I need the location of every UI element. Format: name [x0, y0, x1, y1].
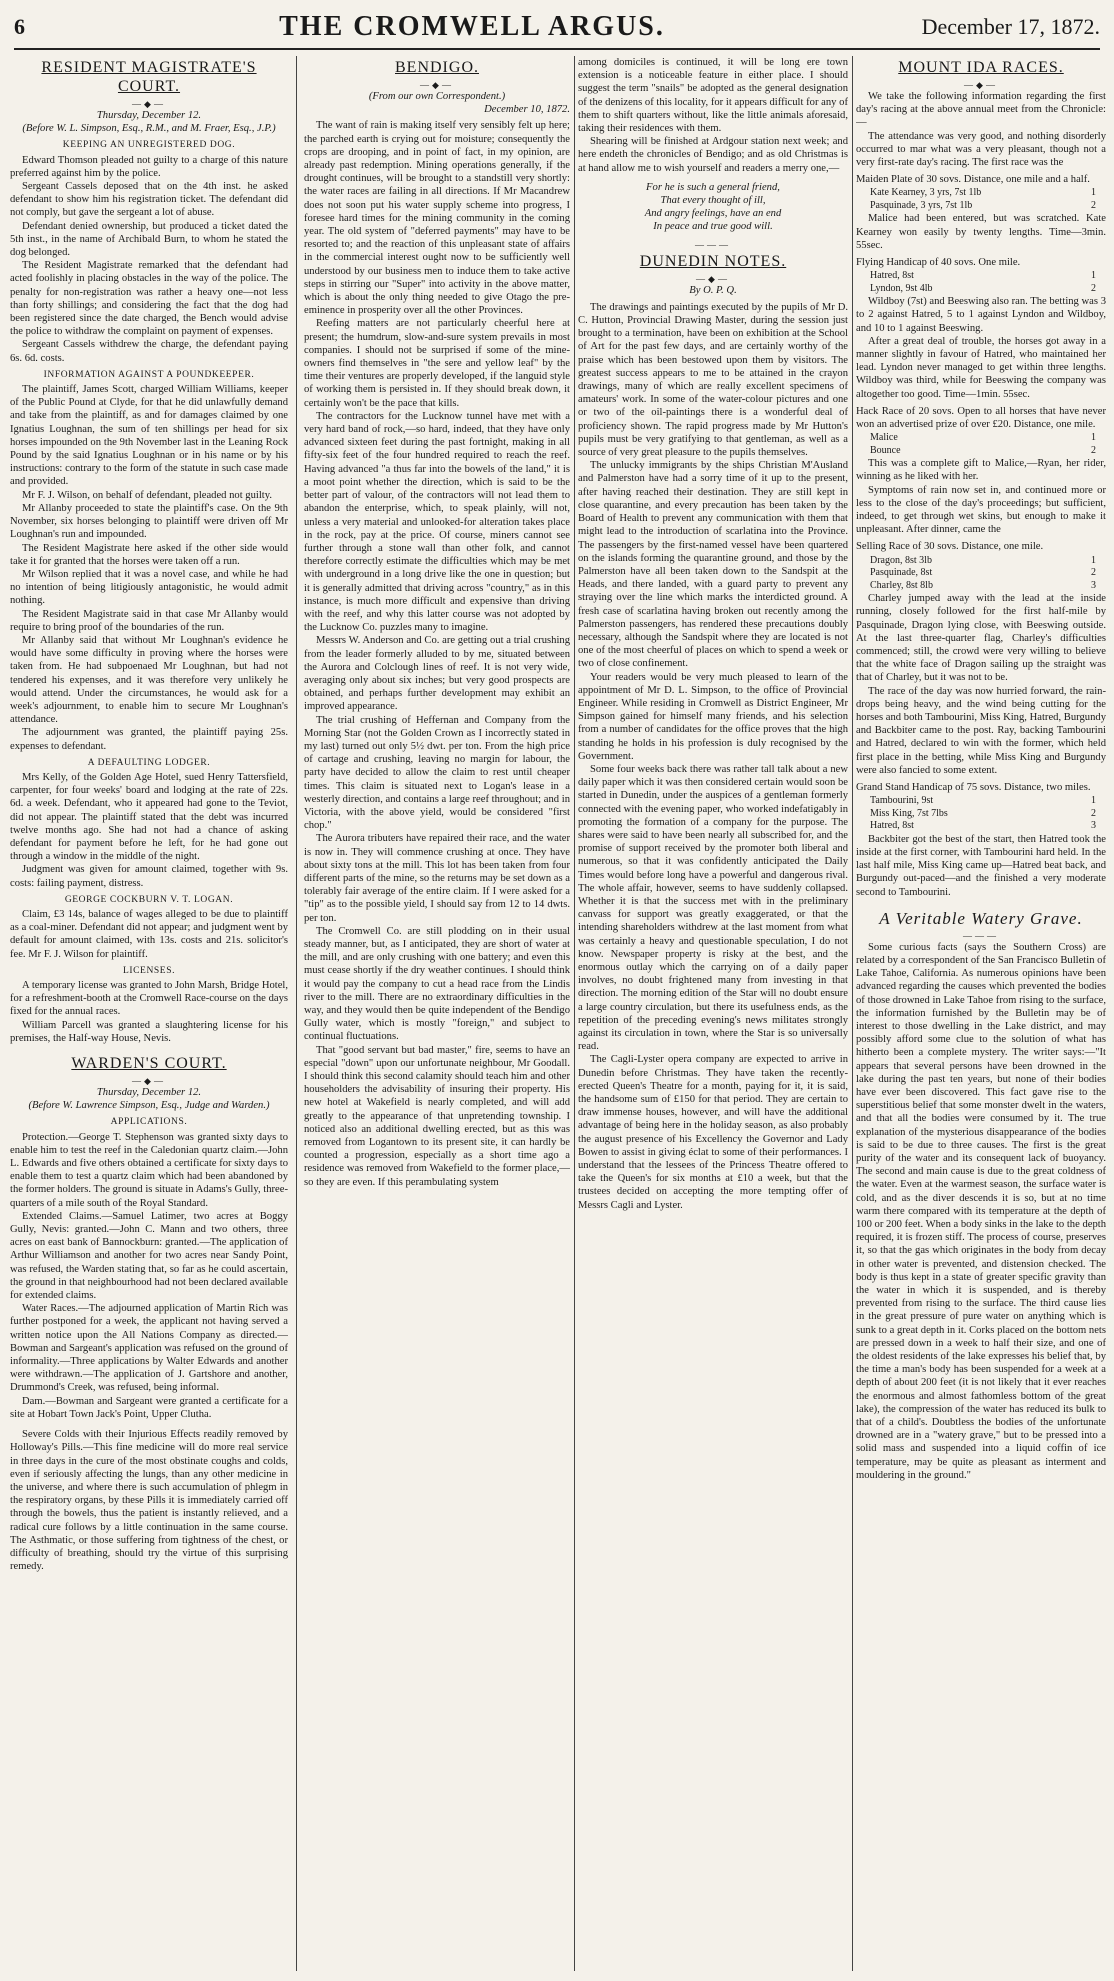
race-result: Hatred, 8st 3 — [870, 820, 1096, 832]
column-rule — [574, 56, 575, 1971]
ornament-divider: —◆— — [132, 99, 166, 109]
race-title: Flying Handicap of 40 sovs. One mile. — [856, 257, 1021, 269]
paragraph: Wildboy (7st) and Beeswing also ran. The betting was 3 to 2 against Hatred, 5 to 1 against Lyndon and Wildboy, and 10 to 1 against Beeswing. — [856, 296, 1106, 334]
paragraph: Sergeant Cassels withdrew the charge, the defendant paying 6s. 6d. costs. — [10, 339, 288, 364]
dateline: Thursday, December 12. — [96, 110, 202, 121]
paragraph: The contractors for the Lucknow tunnel have met with a very hard band of rock,—so hard, indeed, that they have only advanced sixteen feet during the past fortnight, making in all fifty-six feet of the four hundred required to reach the reef. Having advanced "a thus far into the bowels of the land," it is a moot point whether the direction, which is said to be the better part of valour, of the contractors will not lead them to abandon the enterprise, which, to speak plainly, will not, unless a very material and unlooked-for alteration takes place in the rock, pay at the price. Of course, miners cannot see further through a stone wall than other folk, and cannot therefore correctly estimate the difficulties which may be met with underground in a long drive like the one in question; but it is generally admitted that driving across "country," as in this instance, is much more difficult and expensive than driving with the reef, and why this latter course was not adopted by the Lucknow Co. puzzles many to imagine. — [304, 410, 570, 634]
paragraph: The Cromwell Co. are still plodding on in their usual steady manner, but, as I anticipated, they are short of water at the mill, and are only crushing with one battery; and even this must cease shortly if the dry weather continues. I should think it would pay the company to cut a head race from the Lindis river to the mill. There are no extraordinary difficulties in the way, and they would then be quite independent of the Bendigo Gully water, which is mostly "foreign," and subject to continual fluctuations. — [304, 925, 570, 1043]
verse-line: And angry feelings, have an end — [644, 208, 782, 220]
race-result: Lyndon, 9st 4lb 2 — [870, 282, 1096, 294]
race-result: Hatred, 8st 1 — [870, 270, 1096, 282]
paragraph: The Aurora tributers have repaired their race, and the water is now in. They will commence crushing at once. They have about sixty tons at the mill. This lot has been taken from four different parts of the mine, so the returns may be set down as a tolerably fair average of the entire claim. If I were asked for a "tip" as to the possible yield, I should say from 12 to 14 dwts. per ton. — [304, 833, 570, 924]
paragraph: The Resident Magistrate remarked that the defendant had acted foolishly in placing obstacles in the way of the police. The penalty for non-registration was rather a heavy one—not less than forty shillings; and considering the fact that the dog had been registered since the date charged, the Bench would advise the police to withdraw the complaint on payment of expenses. — [10, 260, 288, 338]
paragraph: This was a complete gift to Malice,—Ryan, her rider, winning as he liked with her. — [856, 458, 1106, 483]
race-result: Kate Kearney, 3 yrs, 7st 1lb 1 — [870, 187, 1096, 199]
paragraph: Shearing will be finished at Ardgour station next week; and here endeth the chronicles of Bendigo; and as old Christmas is at hand allow me to wish yourself and readers a merry one,— — [578, 136, 848, 174]
paragraph: The Resident Magistrate here asked if the other side would take it for granted that the horses were taken off a run. — [10, 542, 288, 567]
paragraph: Some four weeks back there was rather tall talk about a new daily paper which it was then considered certain would soon be started in Dunedin, under the auspices of a gentleman formerly connected with the evening paper, who worked indefatigably in promoting the formation of a company for the purpose. The shares were said to have been nearly all subscribed for, and the promise of support received by the promoter both liberal and numerous, so that it was confidently anticipated the Daily Times would before long have a powerful and dangerous rival. The whole affair, however, seems to have suddenly collapsed. Whether it is that the success met with in the preliminary canvass for support was greatly exaggerated, or that the intending shareholders withdrew at the last moment from what was certainly a heavy and questionable speculation, I do not know. Newspaper property is risky at the best, and the enormous outlay which the carrying on of a daily paper involves, no doubt frightened many from investing in that direction. The morning edition of the Star will no doubt ensure a large country circulation, but there its usefulness ends, as the repetition of the preceding evening's news militates strongly against its circulation in town, where the Star is so universally read. — [578, 763, 848, 1053]
paragraph: Symptoms of rain now set in, and continued more or less to the close of the day's proceedings; but sufficient, indeed, to get through wet skins, but enough to make it unpleasant. After dinner, came the — [856, 484, 1106, 536]
paragraph: Water Races.—The adjourned application of Martin Rich was further postponed for a week, the applicant not having served a written notice upon the All Nations Company as directed.—Bowman and Sargeant's application was refused on the ground of informality.—Three applications by Walter Edwards and another were withdrawn.—The application of J. Gartshore and another, Drummond's Creek, was refused, being informal. — [10, 1303, 288, 1394]
paragraph: Mrs Kelly, of the Golden Age Hotel, sued Henry Tattersfield, carpenter, for four weeks' board and lodging at the rate of 22s. 6d. a week. Defendant, who it appeared had gone to the Teviot, did not appear. The plaintiff stated that the debt was incurred twelve months ago. She had not had a chance of asking defendant for payment before he left, for he had gone out through a window in the middle of the night. — [10, 771, 288, 863]
advertisement: Severe Colds with their Injurious Effects readily removed by Holloway's Pills.—This fine medicine will do more real service in three days in the cure of the most obstinate coughs and colds, even if seriously affecting the lungs, than any other medicine in the universe, and where there is such accumulation of phlegm in the respiratory organs, by these Pills it is immediately carried off through the bowels, thus the patient is instantly relieved, and a radical cure follows by a little continuation in the same course. The Asthmatic, or those suffering from tightness of the chest, or difficulty of breathing, should try the virtue of this surprising remedy. — [10, 1429, 288, 1573]
subheading: INFORMATION AGAINST A POUNDKEEPER. — [43, 369, 255, 380]
paragraph: Edward Thomson pleaded not guilty to a charge of this nature preferred against him by the police. — [10, 154, 288, 179]
court-bench: (Before W. Lawrence Simpson, Esq., Judge and Warden.) — [28, 1100, 270, 1112]
paragraph: Reefing matters are not particularly cheerful here at present; the humdrum, slow-and-sure system prevails in most companies. I should not be surprised if some of the mine-owners find themselves in "the sere and yellow leaf" by the time their ventures are properly developed, if the languid style of working them is persisted in. If they should break down, it certainly won't be the pace that kills. — [304, 318, 570, 409]
paragraph: The attendance was very good, and nothing disorderly occurred to mar what was a very pleasant, though not a very first-rate day's racing. The first race was the — [856, 130, 1106, 169]
paragraph: Mr Allanby said that without Mr Loughnan's evidence he would have some difficulty in proving where the horses were taken from. He had subpoenaed Mr Loughnan, but had not tendered his expenses, and it was therefore very unlikely he would attend. Under the circumstances, he would ask for a week's adjournment, to enable him to secure Mr Loughnan's attendance. — [10, 634, 288, 726]
paragraph: Defendant denied ownership, but produced a ticket dated the 5th inst., in the name of Archibald Burn, to whom he stated the dog belonged. — [10, 220, 288, 259]
masthead — [14, 6, 1100, 50]
race-result: Bounce 2 — [870, 444, 1096, 456]
paragraph: The drawings and paintings executed by the pupils of Mr D. C. Hutton, Provincial Drawing Master, during the session just brought to a termination, have been on exhibition at the School of Art for the past few days, and are certainly worthy of the praise which has been bestowed upon them by visitors. The greatest success appears to me to be attained in the crayon drawings, many of which are really excellent specimens of amateurs' work. In some of the water-colour pictures and one or two of the oil-paintings there is a wonderful deal of proficiency shown. The rapid progress made by Mr Hutton's pupils must be very gratifying to that gentleman, as well as a source of very great pleasure to the pupils themselves. — [578, 301, 848, 459]
article-heading: RESIDENT MAGISTRATE'S COURT. — [41, 59, 257, 95]
byline: By O. P. Q. — [689, 284, 737, 296]
verse — [578, 181, 848, 234]
paragraph: The trial crushing of Heffernan and Company from the Morning Star (not the Golden Crown as I incorrectly stated in my last) turned out only 5½ dwt. per ton. From the high price of cartage and crushing, leaving no margin for labour, the party have decided to allow the claim to rest until cheaper times. This claim is situated next to Logan's lease in a westerly direction, and contains a large reef throughout; and in Victoria, with the above yield, would be considered "first chop." — [304, 714, 570, 832]
paragraph: The adjournment was granted, the plaintiff paying 25s. expenses to defendant. — [10, 727, 288, 752]
paragraph: The race of the day was now hurried forward, the rain-drops being heavy, and the wind being cutting for the horses and both Tambourini, Miss King, Hatred, Burgundy and Backbiter came to the post. Ray, backing Tambourini and Hatred, declared to win with the former, which held first place in the betting, while Miss King and Burgundy were also fancied to some extent. — [856, 685, 1106, 776]
issue-date: December 17, 1872. — [921, 14, 1100, 39]
paragraph: Your readers would be very much pleased to learn of the appointment of Mr D. L. Simpson, to the office of Provincial Engineer. While residing in Cromwell as District Engineer, Mr Simpson gained for himself many friends, and his selection from a number of candidates for the office proves that the high standing he holds in his profession is duly recognised by the Government. — [578, 671, 848, 762]
paragraph: Judgment was given for amount claimed, together with 9s. costs: failing payment, distress. — [10, 864, 288, 889]
dateline: December 10, 1872. — [484, 104, 570, 116]
subheading: A DEFAULTING LODGER. — [87, 757, 211, 768]
article-heading: WARDEN'S COURT. — [71, 1055, 227, 1073]
subheading: KEEPING AN UNREGISTERED DOG. — [62, 140, 236, 151]
article-heading: DUNEDIN NOTES. — [639, 252, 787, 270]
ornament-divider: —◆— — [132, 1076, 166, 1087]
ornament-divider: —◆— — [420, 80, 454, 90]
paragraph: Charley jumped away with the lead at the inside running, closely followed for the first half-mile by Pasquinade, Dragon lying close, with Beeswing outside. At the last three-quarter flag, Charley's difficulties commenced; still, the crowd were very willing to believe that the white face of Dragon sailing up the straight was that of Charley, but it was not to be. — [856, 593, 1106, 684]
race-title: Grand Stand Handicap of 75 sovs. Distance, two miles. — [856, 782, 1091, 794]
race-result: Dragon, 8st 3lb 1 — [870, 554, 1096, 566]
verse-line: That every thought of ill, — [660, 195, 766, 207]
article-heading: MOUNT IDA RACES. — [898, 59, 1064, 76]
race-result: Tambourini, 9st 1 — [870, 795, 1096, 807]
paragraph: Sergeant Cassels deposed that on the 4th inst. he asked defendant to show him his registration ticket. The defendant did not comply, but gave the sergeant a lot of abuse. — [10, 181, 288, 219]
subheading: APPLICATIONS. — [110, 1117, 188, 1128]
column-1 — [10, 56, 288, 1971]
column-rule — [852, 56, 853, 1971]
paragraph: William Parcell was granted a slaughtering license for his premises, the Half-way House, Nevis. — [10, 1019, 288, 1044]
race-title: Selling Race of 30 sovs. Distance, one mile. — [856, 541, 1044, 553]
paragraph: We take the following information regarding the first day's racing at the above annual meet from the Chronicle:— — [856, 91, 1106, 129]
race-result: Malice 1 — [870, 432, 1096, 444]
page-number: 6 — [14, 14, 25, 39]
paragraph: Mr Allanby proceeded to state the plaintiff's case. On the 9th November, six horses belonging to plaintiff were driven off Mr Loughnan's run and impounded. — [10, 502, 288, 541]
paragraph: Mr F. J. Wilson, on behalf of defendant, pleaded not guilty. — [22, 489, 272, 501]
paragraph: Backbiter got the best of the start, then Hatred took the inside at the first corner, with Tambourini hard held. In the last half mile, Miss King came up—Hatred beat back, and Burgundy out-paced—and the finished a very moderate second to Tambourini. — [856, 833, 1106, 898]
race-result: Charley, 8st 8lb 3 — [870, 579, 1096, 591]
race-result: Miss King, 7st 7lbs 2 — [870, 807, 1096, 819]
court-bench: (Before W. L. Simpson, Esq., R.M., and M. Fraer, Esq., J.P.) — [22, 123, 276, 135]
paragraph: Claim, £3 14s, balance of wages alleged to be due to plaintiff as a coal-miner. Defendant did not appear; and judgment went by default for amount claimed, with 13s. costs and 21s. solicitor's fee. Mr F. J. Wilson for plaintiff. — [10, 908, 288, 960]
column-2 — [304, 56, 570, 1971]
race-result: Pasquinade, 3 yrs, 7st 1lb 2 — [870, 199, 1096, 211]
ornament-divider: ——— — [695, 239, 731, 250]
article-heading: BENDIGO. — [395, 59, 479, 76]
ornament-divider: ——— — [963, 930, 999, 941]
newspaper-title: THE CROMWELL ARGUS. — [279, 11, 665, 42]
paragraph: A temporary license was granted to John Marsh, Bridge Hotel, for a refreshment-booth at the Cromwell Race-course on the days fixed for the annual races. — [10, 980, 288, 1018]
byline: (From our own Correspondent.) — [368, 91, 506, 102]
dateline: Thursday, December 12. — [96, 1087, 202, 1099]
paragraph: among domiciles is continued, it will be long ere town extension is a noticeable feature in either place. I should suggest the term "snails" be adopted as the general designation of the denizens of this locality, for it appears difficult for any of them to shift quarters without, like the little animals aforesaid, taking their residences with them. — [578, 57, 848, 135]
paragraph: Malice had been entered, but was scratched. Kate Kearney won easily by twenty lengths. Time—3min. 55sec. — [856, 213, 1106, 251]
paragraph: The Cagli-Lyster opera company are expected to arrive in Dunedin before Christmas. They have taken the recently-erected Queen's Theatre for a month, paying for it, it is said, the handsome sum of £150 for that period. They are certain to draw immense houses, however, and will have the additional advantage of being here in the holiday season, as also probably the august presence of his Excellency the Governor and Lady Bowen to assist in giving éclat to some of their performances. I understand that the lessees of the Princess Theatre offered to take the Queen's for six months at £10 a week, but that the trustees decided on accepting the more tempting offer of Messrs Cagli and Lyster. — [578, 1054, 848, 1211]
paragraph: The unlucky immigrants by the ships Christian M'Ausland and Palmerston have had a sorry time of it up to the present, after having reached their destination. They are still kept in close quarantine, and every precaution has been taken by the Board of Health to prevent any communication with them that might lead to the introduction of scarlatina into the Province. The passengers by the first-named vessel have been quartered on the islands forming the quarantine ground, and those by the Palmerston have all been taken down to the Sandspit at the Heads, and there landed, with a guard party to prevent any straying over the line which marks the interdicted ground. A fresh case of scarlatina having broken out recently among the Palmerston passengers, has rendered these precautions doubly necessary, although the Sandspit where they are located is not one of the most cheerful of places on which to spend a week or two of close confinement. — [578, 460, 848, 670]
paragraph: Dam.—Bowman and Sargeant were granted a certificate for a site at Hobart Town Jack's Point, Upper Clutha. — [10, 1395, 288, 1420]
column-rule — [296, 56, 297, 1971]
paragraph: The Resident Magistrate said in that case Mr Allanby would require to bring proof of the boundaries of the run. — [10, 608, 288, 633]
ornament-divider: —◆— — [964, 80, 998, 90]
subheading: GEORGE COCKBURN V. T. LOGAN. — [64, 894, 234, 905]
paragraph: The plaintiff, James Scott, charged William Williams, keeper of the Public Pound at Clyde, for that he did unlawfully demand and take from the plaintiff, as and for damages claimed by one Ignatius Loughnan, the sum of ten shillings per head for six horses impounded on the 9th November last in the Leaning Rock Pound by the said Ignatius Loughnan or in his name or by his instructions: contrary to the form of the statute in such case made and provided. — [10, 384, 288, 488]
paragraph: Protection.—George T. Stephenson was granted sixty days to enable him to test the reef in the Caledonian quartz claim.—John L. Edwards and five others obtained a certificate for sixty days to enable them to test a quartz claim which had been abandoned by the former holders. The ground is situate in Adams's Gully, three-quarters of a mile south of the Royal Standard. — [10, 1131, 288, 1209]
column-4 — [856, 56, 1106, 1971]
article-heading: A Veritable Watery Grave. — [879, 908, 1083, 928]
ornament-divider: —◆— — [696, 273, 730, 284]
paragraph: That "good servant but bad master," fire, seems to have an especial "down" upon our unfortunate neighbour, Mr Goodall. I should think this second calamity should teach him and other householders the advisability of insuring their property. His new hotel at Wakefield is nearly completed, and will add greatly to the appearance of that unpretending township. I noticed also an additional dwelling erected, but as this was removed from Logantown to its present site, it can hardly be counted a progression, especially as a short time ago a residence was removed from Wakefield to the former place,—so they are even. If this perambulating system — [304, 1044, 570, 1188]
race-title: Maiden Plate of 30 sovs. Distance, one mile and a half. — [856, 174, 1090, 186]
paragraph: The want of rain is making itself very sensibly felt up here; the parched earth is crying out for moisture; consequently the crops are drooping, and in point of fact, in my opinion, are already past redemption. Mining operations generally, if the drought continues, will be brought to a standstill very shortly: the water races are failing in all directions. If Mr Macandrew does not soon put his water supply scheme into progress, I foresee hard times for the mining community in the coming year. The old system of "deferred payments" may have to be resorted to; and the reaction of this unpleasant state of affairs in the commercial interest ought now to be sufficiently well understood by our business men to induce them to take active steps in stirring our "Super" into activity in the above matter, which is about the only thing needed to give Otago the pre-eminence in prosperity over all the other Provinces. — [304, 120, 570, 317]
paragraph: Messrs W. Anderson and Co. are getting out a trial crushing from the leader formerly alluded to by me, situated between the Aurora and Colclough lines of reef. It is not very wide, averaging only about six inches; but very good prospects are obtained, and perhaps further development may exhibit an improved appearance. — [304, 635, 570, 713]
race-result: Pasquinade, 8st 2 — [870, 567, 1096, 579]
paragraph: After a great deal of trouble, the horses got away in a manner slightly in favour of Hatred, who maintained her lead. Lyndon never managed to get within three lengths. Wildboy was third, while for Beeswing the company was altogether too good. Time—1min. 55sec. — [856, 335, 1106, 400]
subheading: LICENSES. — [122, 965, 176, 976]
verse-line: For he is such a general friend, — [646, 181, 780, 193]
paragraph: Mr Wilson replied that it was a novel case, and while he had no intention of being litigiously antagonistic, he would admit nothing. — [10, 568, 288, 607]
paragraph: Extended Claims.—Samuel Latimer, two acres at Boggy Gully, Nevis: granted.—John C. Mann and two others, three acres on east bank of Bannockburn: granted.—The application of Arthur Williamson and another for two acres near Sandy Point, was refused, the Warden stating that, so far as he could ascertain, the ground in that neighbourhood had not been declared available for extended claims. — [10, 1210, 288, 1302]
verse-line: In peace and true good will. — [653, 221, 773, 233]
column-3 — [578, 56, 848, 1971]
paragraph: Some curious facts (says the Southern Cross) are related by a correspondent of the San Francisco Bulletin of Lake Tahoe, California. As numerous opinions have been advanced regarding the causes which prevented the bodies of those drowned in Lake Tahoe from rising to the surface, the information furnished by the Bulletin may be of interest to those dwelling in the Lake district, and may possibly afford some clue to the solution of what has hitherto been a complete mystery. The writer says:—"It appears that several persons have been drowned in the lake during the past ten years, but none of their bodies have ever been discovered. This fact gave rise to the superstitious belief that some monster dwelt in the waters, and that all the bodies were consumed by it. The true explanation of the mysterious disappearance of the bodies is said to be due to three causes. The first is the great purity of the water and its consequent lack of buoyancy. The second and main cause is due to the great coldness of the water. Even at the warmest season, the surface water is cold, and as the diver descends it is so, but at no time warm there compared with its temperature at the depth of 100 or 200 feet. When a body sinks in the lake to the depth required, it is frozen stiff. The process of course, preserves it, so that the gas which originates in the body from decay in other water is prevented, and distension checked. The body is thus kept in a state of greater specific gravity than the water in which it is suspended, and is thereby prevented from rising to the surface. The third cause lies in the great pressure of pure water on anything which is sunk to a great depth in it. Corks placed on the bottom nets are pressed down in a week to half their size, and one of the oldest residents of the lake expresses his belief that, by the time a man's body has been suspended for a week at a depth of about 200 feet (it is not likely that it ever reaches the enormous and almost fathomless bottom of the great lake), the compression of the water has reduced its bulk to that of a child's. Doubtless the bodies of the unfortunate drowned are in a "watery grave," but to be pressed into a solid mass and suspended into a liquid coffin of ice temperature, may be quite as pleasant as interment and mouldering in the ground." — [856, 941, 1106, 1481]
race-title: Hack Race of 20 sovs. Open to all horses that have never won an advertised prize of over £20. Distance, one mile. — [856, 405, 1106, 431]
